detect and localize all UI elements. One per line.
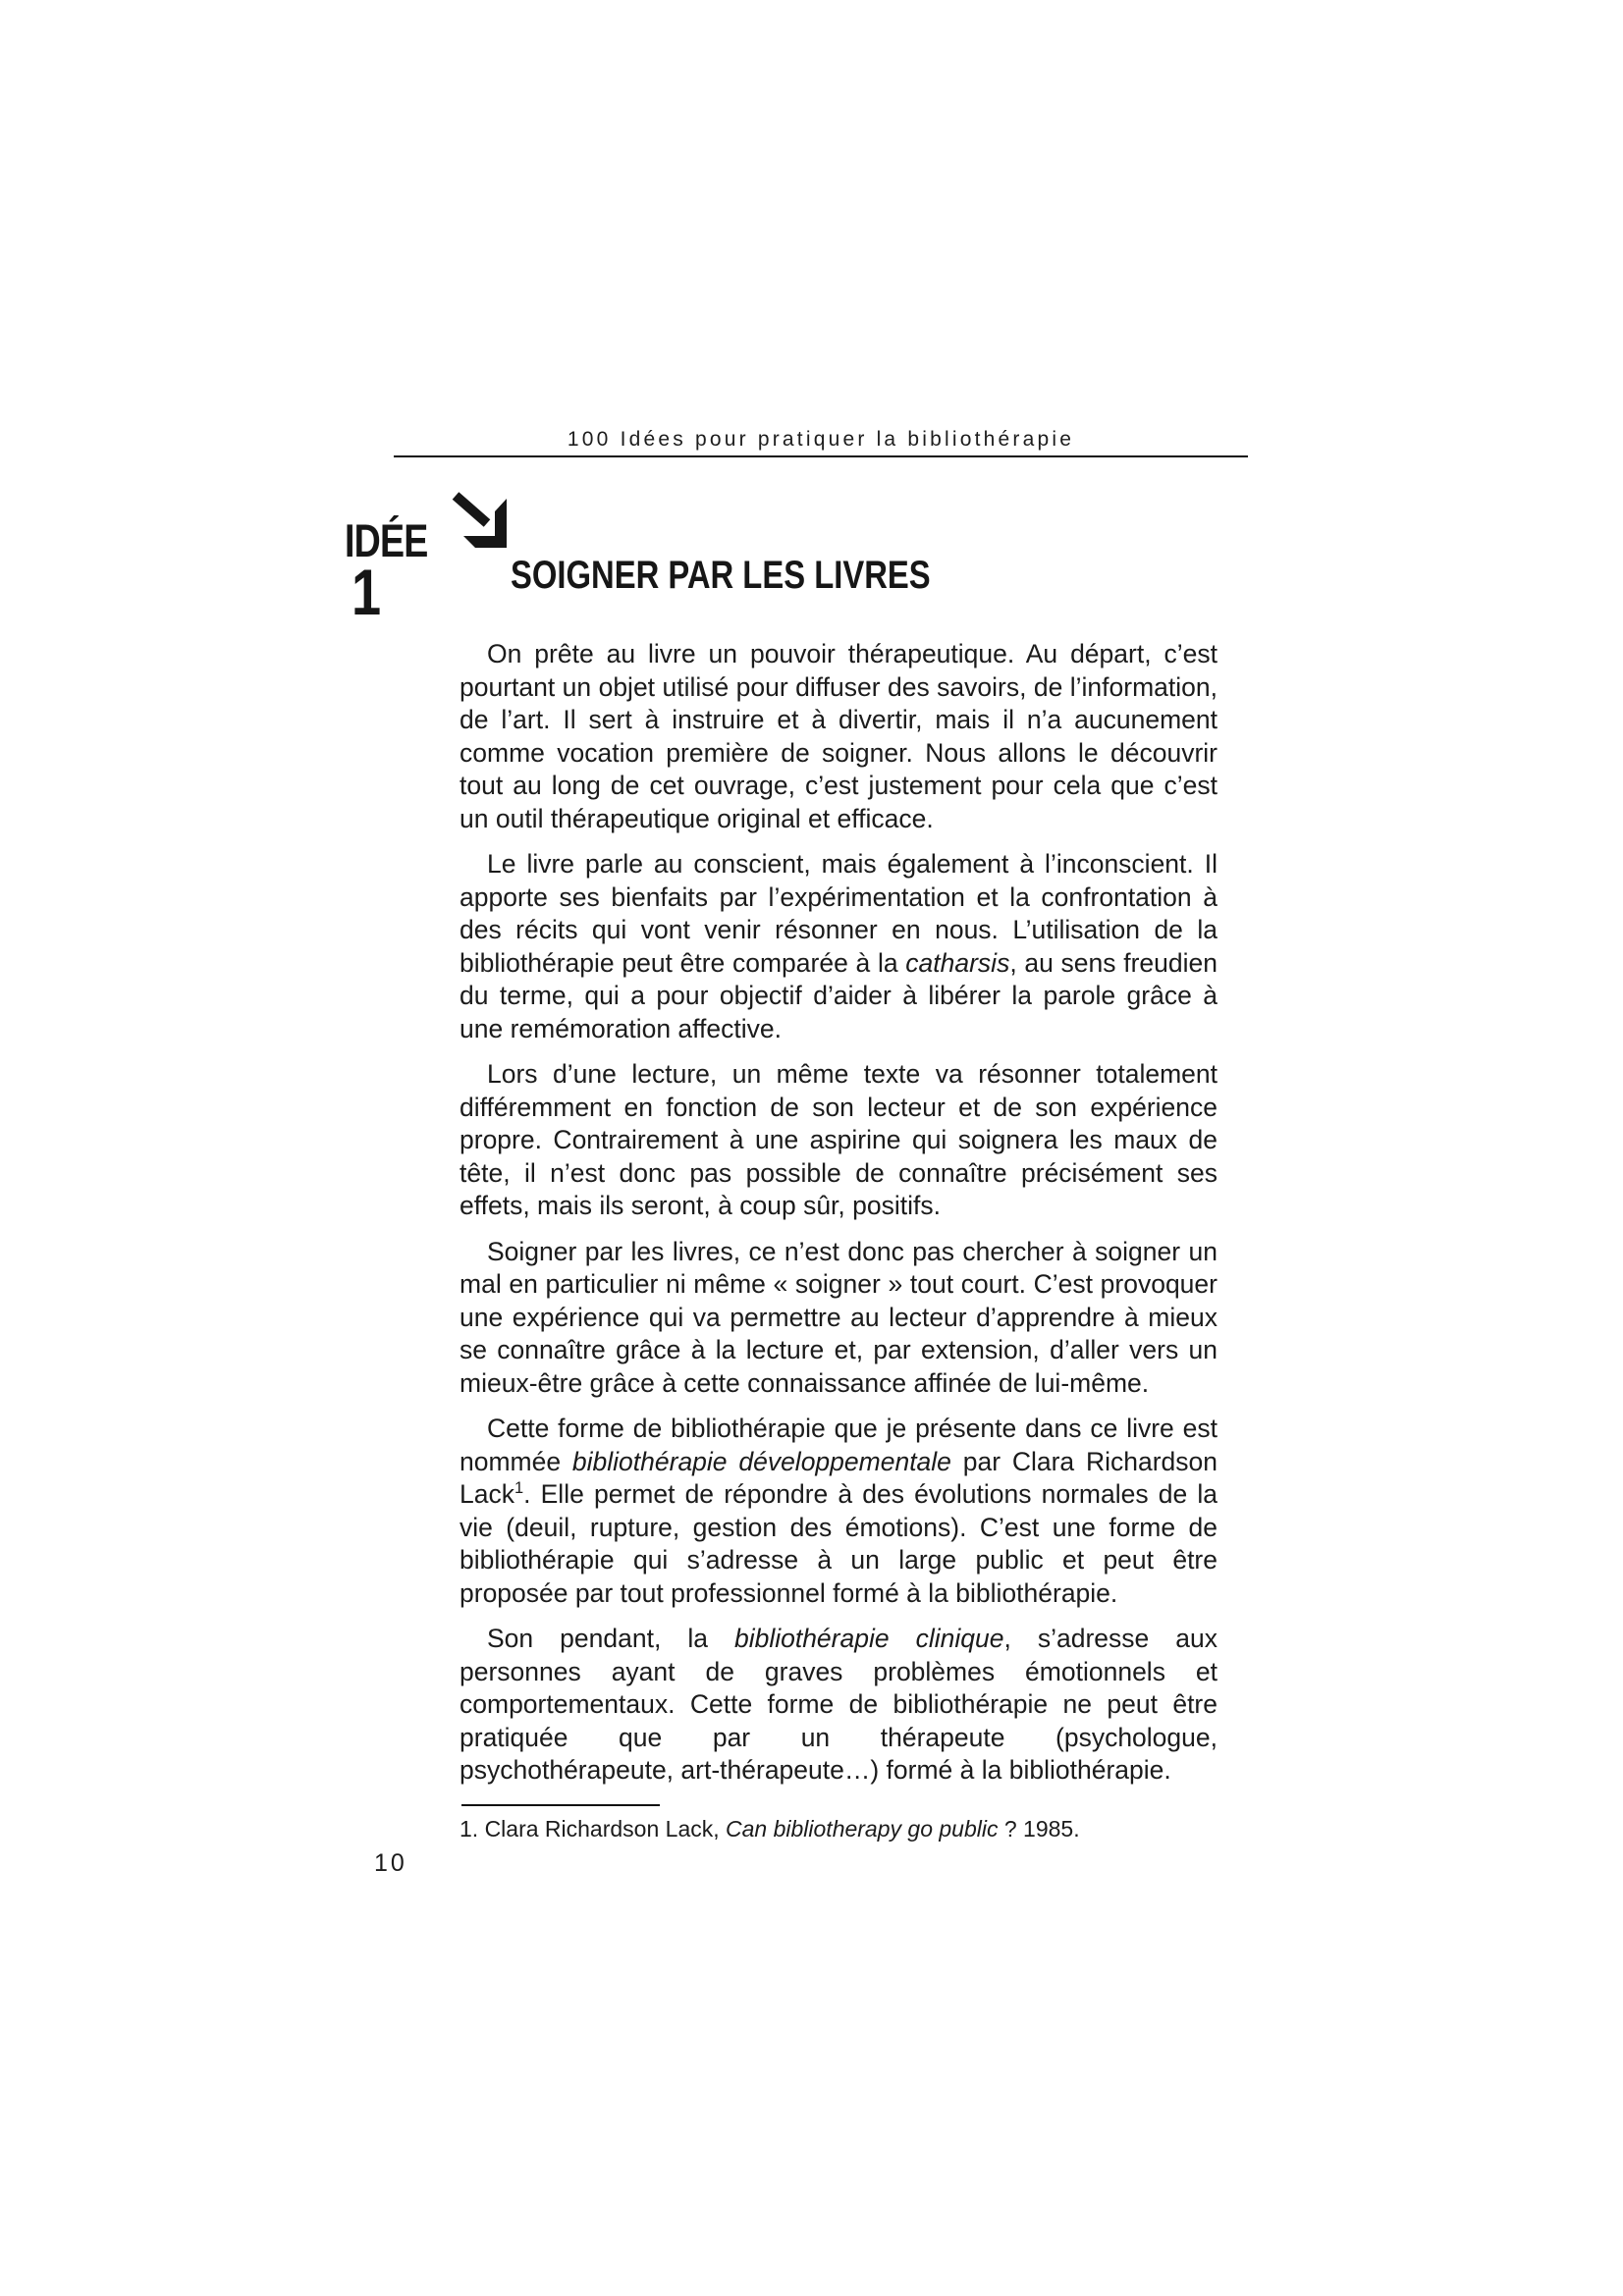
text-run: Lors d’une lecture, un même texte va résonner totalement différemment en fonction de son lecteur et de son expérience propre. Contrairement à une aspirine qui soignera les maux de tête, il n’est donc pas possible de connaître précisément ses effets, mais ils seront, à coup sûr, positifs. bbox=[460, 1059, 1217, 1220]
footnote bbox=[460, 1815, 1217, 1842]
text-run: . Elle permet de répondre à des évolutions normales de la vie (deuil, rupture, gestion des émotions). C’est une forme de bibliothérapie qui s’adresse à un large public et peut être proposée par tout professionnel formé à la bibliothérapie. bbox=[460, 1479, 1217, 1608]
footnote-rule bbox=[461, 1804, 660, 1806]
paragraph bbox=[460, 1413, 1217, 1610]
text-run: On prête au livre un pouvoir thérapeutique. Au départ, c’est pourtant un objet utilisé pour diffuser des savoirs, de l’information, de l’art. Il sert à instruire et à divertir, mais il n’a aucunement comme vocation première de soigner. Nous allons le découvrir tout au long de cet ouvrage, c’est justement pour cela que c’est un outil thérapeutique original et efficace. bbox=[460, 639, 1217, 833]
italic-text: bibliothérapie développementale bbox=[571, 1446, 951, 1476]
footnote-ref: 1 bbox=[514, 1479, 524, 1498]
paragraph bbox=[460, 848, 1217, 1045]
chapter-title: SOIGNER PAR LES LIVRES bbox=[511, 554, 931, 597]
page-number: 10 bbox=[374, 1849, 407, 1877]
idea-number: 1 bbox=[352, 556, 382, 628]
text-run: Le livre parle au conscient, mais également à l’inconscient. Il apporte ses bienfaits par l’expérimentation et la confrontation à des récits qui vont venir résonner en nous. L’utilisation de la bibliothérapie peut être comparée à la bbox=[460, 849, 1217, 978]
paragraph bbox=[460, 1058, 1217, 1223]
italic-text: bibliothérapie clinique bbox=[733, 1624, 1004, 1653]
paragraph bbox=[460, 638, 1217, 835]
running-header: 100 Idées pour pratiquer la bibliothérapie bbox=[567, 428, 1075, 451]
text-run: par Clara Richardson Lack bbox=[460, 1446, 1217, 1509]
text-run: Cette forme de bibliothérapie que je présente dans ce livre est nommée bbox=[460, 1414, 1217, 1476]
text-run: , s’adresse aux personnes ayant de graves problèmes émotionnels et comportementaux. Cette forme de bibliothérapie ne peut être pratiquée que par un thérapeute (psychologue, psychothérapeute, art-thérapeute…) formé à la bibliothérapie. bbox=[460, 1624, 1217, 1785]
arrow-down-right-icon bbox=[450, 491, 514, 559]
text-run: 1. Clara Richardson Lack, bbox=[460, 1816, 727, 1842]
text-run: , au sens freudien du terme, qui a pour objectif d’aider à libérer la parole grâce à une remémoration affective. bbox=[460, 947, 1218, 1043]
text-run: Son pendant, la bbox=[487, 1624, 734, 1653]
italic-text: Can bibliotherapy go public bbox=[726, 1816, 999, 1842]
italic-text: catharsis bbox=[905, 947, 1010, 978]
body-text bbox=[460, 638, 1217, 1800]
header-rule bbox=[394, 455, 1248, 457]
idea-label: IDÉE bbox=[345, 514, 428, 566]
text-run: ? 1985. bbox=[998, 1816, 1080, 1842]
paragraph bbox=[460, 1623, 1217, 1788]
text-run: Soigner par les livres, ce n’est donc pas chercher à soigner un mal en particulier ni même « soigner » tout court. C’est provoquer une expérience qui va permettre au lecteur d’apprendre à mieux se connaître grâce à la lecture et, par extension, d’aller vers un mieux-être grâce à cette connaissance affinée de lui-même. bbox=[460, 1236, 1217, 1398]
paragraph bbox=[460, 1236, 1217, 1401]
